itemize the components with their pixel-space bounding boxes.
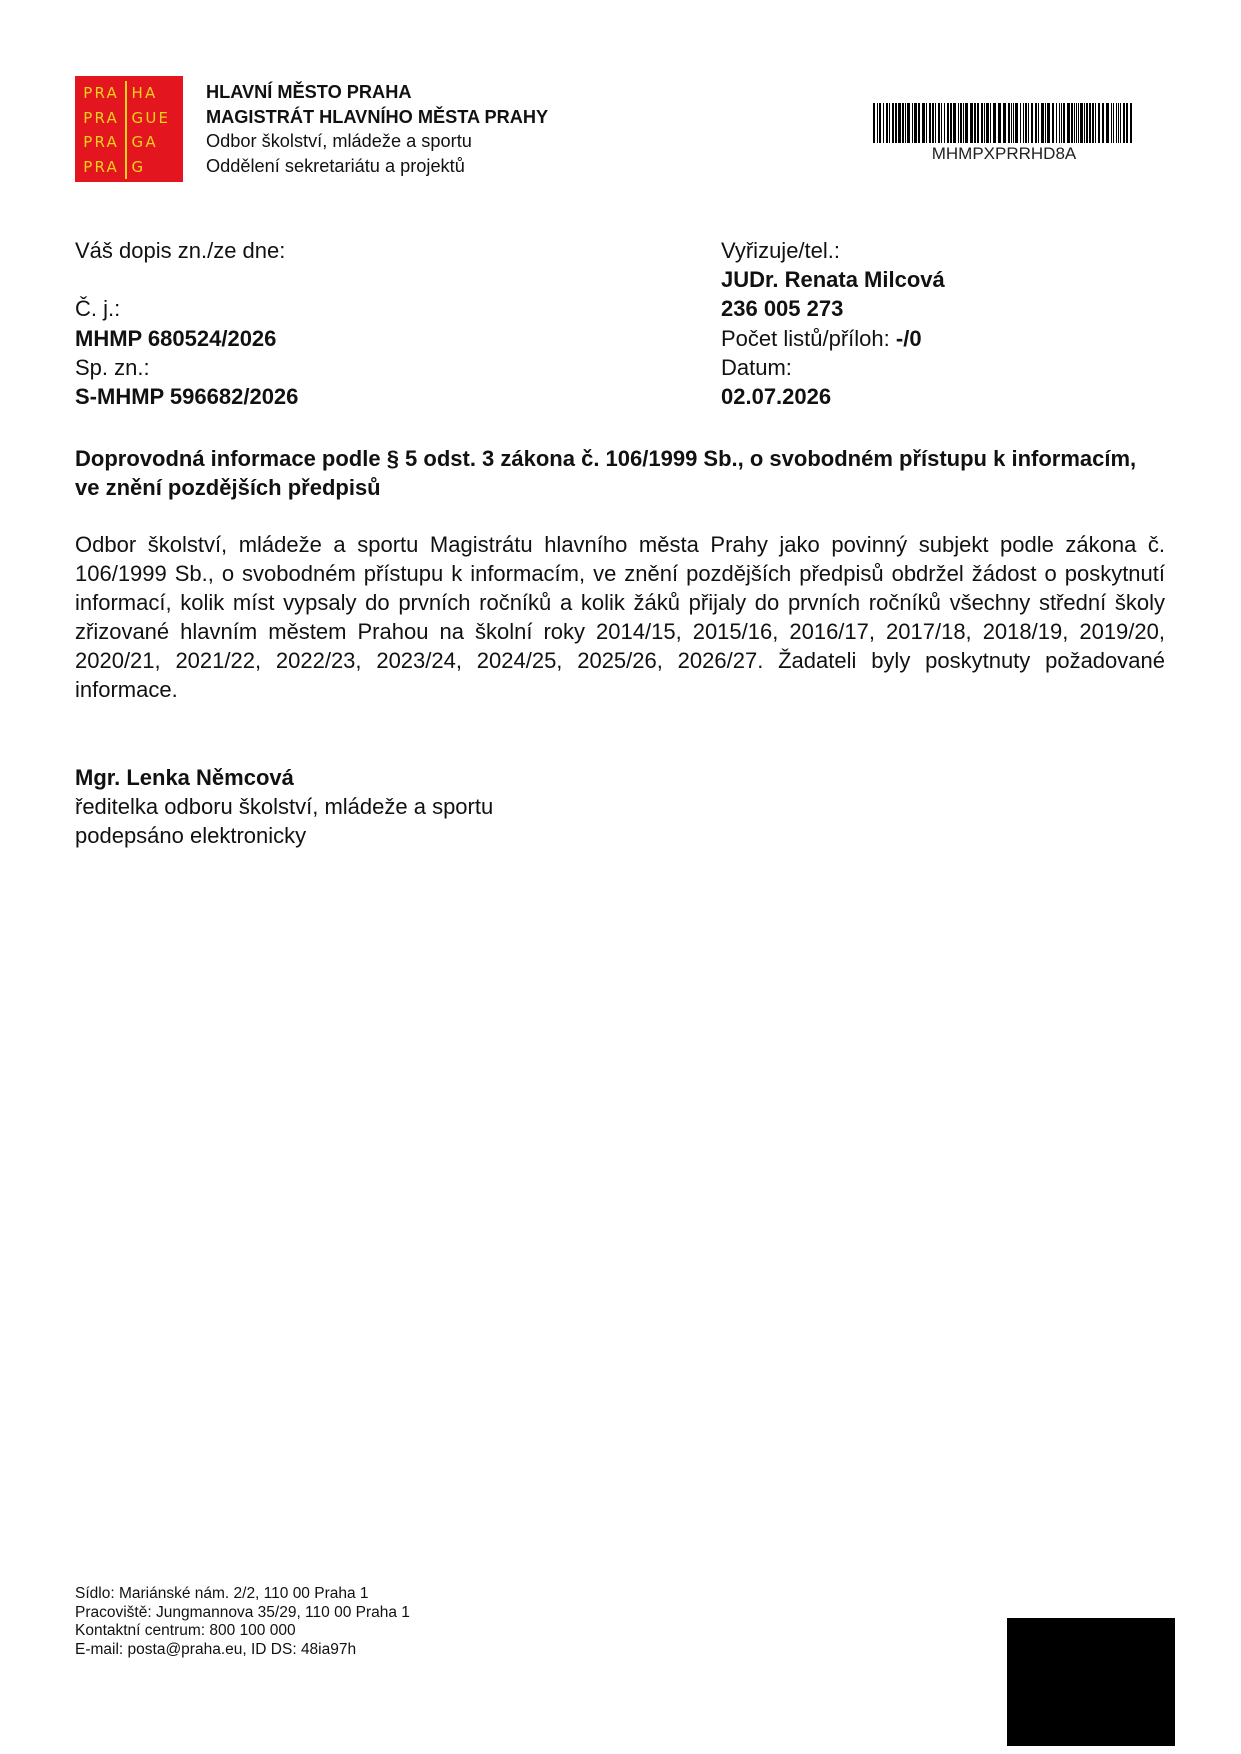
barcode-label: MHMPXPRRHD8A (931, 144, 1077, 163)
logo-text-right: HA (131, 84, 158, 103)
handler-name: JUDr. Renata Milcová (721, 267, 945, 293)
pages-label: Počet listů/příloh: (721, 325, 896, 351)
reference-left-column (75, 236, 298, 411)
date-label: Datum: (721, 354, 792, 380)
letterhead (206, 80, 548, 178)
logo-row (75, 155, 183, 180)
your-letter-label: Váš dopis zn./ze dne: (75, 238, 286, 263)
reference-right-column (721, 236, 945, 411)
logo-row (75, 81, 183, 106)
footer-seat: Sídlo: Mariánské nám. 2/2, 110 00 Praha 1 (75, 1585, 369, 1602)
date-value: 02.07.2026 (721, 383, 832, 409)
signature-block (75, 763, 493, 850)
pages-value: -/0 (895, 325, 922, 351)
logo-row (75, 130, 183, 155)
handler-phone: 236 005 273 (721, 296, 844, 322)
signatory-name: Mgr. Lenka Němcová (75, 765, 294, 790)
letter-body: Odbor školství, mládeže a sportu Magistrátu hlavního města Prahy jako povinný subjekt podle zákona č. 106/1999 Sb., o svobodném přístupu k informacím, ve znění pozdějších předpisů obdržel žádost o poskytnutí informací, kolik míst vypsaly do prvních ročníků a kolik žáků přijaly do prvních ročníků všechny střední školy zřizované hlavním městem Prahou na školní roky 2014/15, 2015/16, 2016/17, 2017/18, 2018/19, 2019/20, 2020/21, 2021/22, 2022/23, 2023/24, 2024/25, 2025/26, 2026/27. Žadateli byly poskytnuty požadované informace. (75, 532, 1165, 702)
footer-email: E-mail: posta@praha.eu, ID DS: 48ia97h (75, 1640, 357, 1658)
handled-by-label: Vyřizuje/tel.: (721, 238, 841, 263)
footer-workplace: Pracoviště: Jungmannova 35/29, 110 00 Praha 1 (75, 1603, 410, 1621)
redaction-box (1007, 1618, 1175, 1746)
logo-text-right: G (131, 157, 146, 176)
logo-text-right: GA (131, 133, 158, 152)
cj-value: MHMP 680524/2026 (75, 325, 277, 351)
logo-text-left: PRA (83, 108, 119, 127)
signatory-title: ředitelka odboru školství, mládeže a sportu (75, 794, 494, 819)
logo-text-right: GUE (131, 108, 171, 127)
cj-label: Č. j.: (75, 296, 121, 322)
logo-text-left: PRA (83, 157, 119, 176)
logo-text-left: PRA (83, 133, 119, 152)
letterhead-city: HLAVNÍ MĚSTO PRAHA (206, 82, 412, 102)
footer-contacts (75, 1585, 410, 1659)
letter-subject: Doprovodná informace podle § 5 odst. 3 zákona č. 106/1999 Sb., o svobodném přístupu k informacím, ve znění pozdějších předpisů (75, 446, 1137, 500)
logo-text-left: PRA (83, 84, 119, 103)
letterhead-magistrate: MAGISTRÁT HLAVNÍHO MĚSTA PRAHY (206, 106, 549, 127)
letterhead-section: Oddělení sekretariátu a projektů (206, 155, 465, 176)
spzn-value: S-MHMP 596682/2026 (75, 383, 299, 409)
barcode (873, 103, 1135, 143)
letterhead-department: Odbor školství, mládeže a sportu (206, 131, 472, 152)
logo-row (75, 106, 183, 131)
signature-note: podepsáno elektronicky (75, 823, 307, 848)
footer-contact-center: Kontaktní centrum: 800 100 000 (75, 1622, 296, 1639)
pages-attachments (721, 324, 945, 353)
spzn-label: Sp. zn.: (75, 354, 150, 380)
praha-logo (75, 76, 183, 182)
